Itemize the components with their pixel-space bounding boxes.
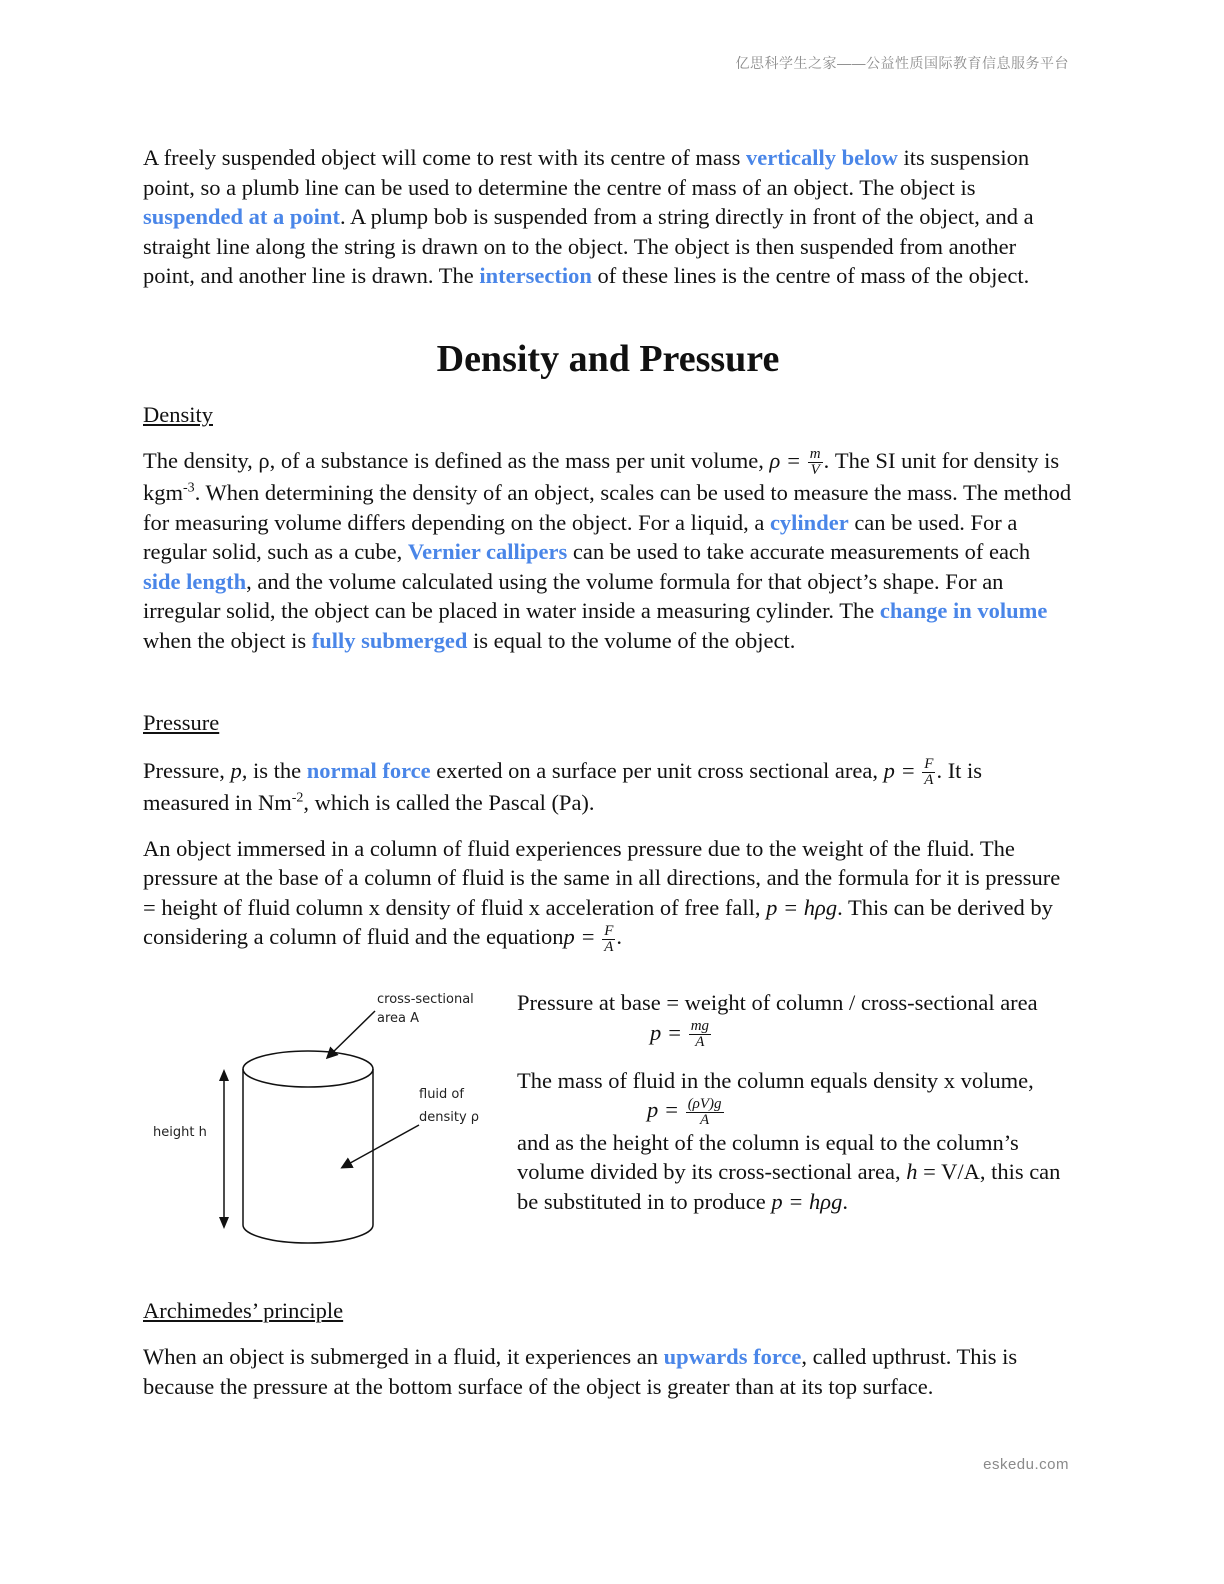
- keyword-vertically-below: vertically below: [745, 145, 898, 170]
- keyword-upwards-force: upwards force: [663, 1344, 802, 1369]
- pressure-paragraph-2: An object immersed in a column of fluid experiences pressure due to the weight of the fluid. The pressure at the base of a column of fluid is the same in all directions, and the formula for it is pressure = height of fluid column x density of fluid x acceleration of free fall, p = hρg. This can be derived by considering a column of fluid and the equationp = $\frac{F}{A}$ .: [143, 835, 1061, 955]
- derivation-line-3: and as the height of the column is equal to the column’s volume divided by its cross-sectional area, h = V/A, this can be substituted in to produce p = hρg.: [517, 1129, 1061, 1214]
- keyword-fully-submerged: fully submerged: [311, 627, 468, 653]
- intro-section: [143, 143, 1073, 291]
- cylinder-illustration: [143, 985, 503, 1245]
- density-paragraph: The density, ρ, of a substance is defined as the mass per unit volume, ρ = $\frac{m}{V}$ . The SI unit for density is kgm$^{-3}$. When determining the density of an object, scales can be used to measure the mass. The method for measuring volume differs depending on the object. For a liquid, a cylinder can be used. For a regular solid, such as a cube, Vernier callipers can be used to take accurate measurements of each side length, and the volume calculated using the volume formula for that object’s shape. For an irregular solid, the object can be placed in water inside a measuring cylinder. The change in volume when the object is fully submerged is equal to the volume of the object.: [143, 446, 1072, 653]
- density-section: [143, 400, 1073, 655]
- page-footer: eskedu.com: [983, 1456, 1069, 1473]
- height-arrow-bottom-head: [219, 1217, 229, 1229]
- keyword-cylinder: cylinder: [769, 509, 849, 535]
- density-heading: Density: [143, 402, 213, 427]
- keyword-normal-force: normal force: [306, 758, 431, 783]
- fluid-pointer-arrow: [343, 1125, 419, 1167]
- keyword-intersection: intersection: [479, 263, 592, 288]
- label-fluid-line-2: density ρ: [419, 1110, 480, 1125]
- derivation-equation-1: p = $\frac{mg}{A}$: [650, 1017, 710, 1050]
- cylinder-top-ellipse: [243, 1051, 373, 1087]
- density-fraction: $\frac{m}{V}$: [809, 446, 821, 479]
- derivation-fraction-1: $\frac{mg}{A}$: [690, 1017, 710, 1050]
- height-arrow-top-head: [219, 1069, 229, 1081]
- intro-paragraph: A freely suspended object will come to rest with its centre of mass vertically below its suspension point, so a plumb line can be used to determine the centre of mass of an object. The object is suspended at a point. A plump bob is suspended from a string directly in front of the object, and a straight line along the string is drawn on to the object. The object is then suspended from another point, and another line is drawn. The intersection of these lines is the centre of mass of the object.: [143, 145, 1034, 288]
- label-area-line-2: area A: [377, 1011, 420, 1026]
- density-equation-lhs: ρ =: [769, 448, 802, 473]
- archimedes-heading: Archimedes’ principle: [143, 1298, 344, 1323]
- label-fluid-line-1: fluid of: [419, 1087, 464, 1102]
- keyword-suspended-at-a-point: suspended at a point: [143, 204, 340, 229]
- pressure-fraction: $\frac{F}{A}$: [924, 756, 934, 789]
- derivation-section: [517, 988, 1077, 1216]
- derivation-line-2: The mass of fluid in the column equals density x volume,: [517, 1067, 1034, 1093]
- label-height: height h: [153, 1125, 207, 1140]
- archimedes-section: [143, 1296, 1073, 1401]
- fluid-column-diagram: [143, 985, 503, 1245]
- label-area-line-1: cross-sectional: [377, 992, 474, 1007]
- derivation-line-1: Pressure at base = weight of column / cross-sectional area: [517, 990, 1038, 1015]
- pressure-heading: Pressure: [143, 710, 220, 735]
- cylinder-bottom-arc: [243, 1225, 373, 1243]
- archimedes-paragraph: When an object is submerged in a fluid, it experiences an upwards force, called upthrust. This is because the pressure at the bottom surface of the object is greater than at its top surface.: [143, 1344, 1018, 1399]
- area-pointer-arrow: [328, 1011, 375, 1057]
- pressure-section: [143, 708, 1073, 955]
- pressure-paragraph-1: Pressure, p, is the normal force exerted on a surface per unit cross sectional area, p = $\frac{F}{A}$ . It is measured in $Nm^{-2}$, which is called the Pascal (Pa).: [143, 756, 983, 816]
- derivation-fraction-2: $\frac{(\rho V)g}{A}$: [687, 1095, 722, 1128]
- keyword-change-in-volume: change in volume: [879, 598, 1048, 624]
- page-header: 亿思科学生之家——公益性质国际教育信息服务平台: [735, 55, 1069, 71]
- page-title: Density and Pressure: [436, 338, 780, 380]
- pressure-fraction-2: $\frac{F}{A}$: [604, 922, 614, 955]
- keyword-vernier-callipers: Vernier callipers: [407, 539, 568, 565]
- derivation-equation-2: p = $\frac{(\rho V)g}{A}$: [647, 1095, 722, 1128]
- keyword-side-length: side length: [143, 568, 247, 594]
